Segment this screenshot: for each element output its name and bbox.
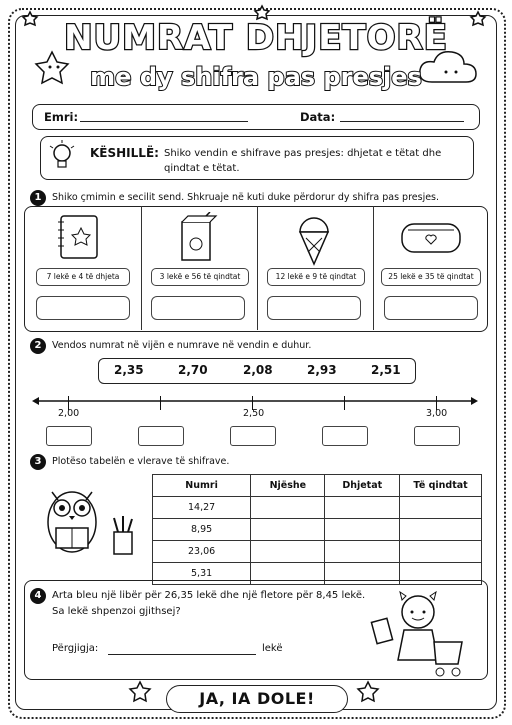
row-number: 8,95 <box>153 519 251 541</box>
header-number: Numri <box>153 475 251 497</box>
name-date-box <box>32 104 480 130</box>
answer-field[interactable] <box>108 654 256 655</box>
header-hundredths: Të qindtat <box>400 475 482 497</box>
tick-label-mid: 2,50 <box>243 408 265 419</box>
bank-number-4: 2,93 <box>307 363 337 377</box>
pencil-case-icon <box>398 220 464 256</box>
date-field[interactable] <box>340 121 464 122</box>
owl-icon <box>40 480 106 560</box>
task3-number: 3 <box>30 454 46 470</box>
table-row <box>153 497 482 519</box>
line-answer-3[interactable] <box>230 426 276 446</box>
tick-mark <box>344 396 345 410</box>
name-label: Emri: <box>44 110 79 124</box>
table-row <box>153 541 482 563</box>
line-answer-2[interactable] <box>138 426 184 446</box>
girl-shopping-icon <box>368 586 474 682</box>
task3-text: Plotëso tabelën e vlerave të shifrave. <box>52 456 230 467</box>
bank-number-2: 2,70 <box>178 363 208 377</box>
answer-box-3[interactable] <box>267 296 361 320</box>
price-label-1: 7 lekë e 4 të dhjeta <box>36 268 130 286</box>
bank-number-1: 2,35 <box>114 363 144 377</box>
task4-text-line1: Arta bleu një libër për 26,35 lekë dhe një fletore për 8,45 lekë. <box>52 590 366 601</box>
answer-label: Përgjigja: <box>52 643 99 654</box>
task4-number: 4 <box>30 588 46 604</box>
notebook-icon <box>55 214 105 262</box>
place-value-table <box>152 474 482 585</box>
task1-text: Shiko çmimin e secilit send. Shkruaje në kuti duke përdorur dy shifra pas presjes. <box>52 192 440 203</box>
answer-unit: lekë <box>262 643 283 654</box>
bank-number-3: 2,08 <box>243 363 273 377</box>
line-answer-1[interactable] <box>46 426 92 446</box>
name-field[interactable] <box>80 121 248 122</box>
date-label: Data: <box>300 110 336 124</box>
task1-number: 1 <box>30 190 46 206</box>
juice-box-icon <box>176 212 220 264</box>
row-number: 14,27 <box>153 497 251 519</box>
page-subtitle: me dy shifra pas presjes <box>90 63 422 91</box>
task2-text: Vendos numrat në vijën e numrave në vendin e duhur. <box>52 340 312 351</box>
header-ones: Njëshe <box>251 475 325 497</box>
row-number: 23,06 <box>153 541 251 563</box>
line-answer-5[interactable] <box>414 426 460 446</box>
answer-box-4[interactable] <box>384 296 478 320</box>
price-label-2: 3 lekë e 56 të qindtat <box>151 268 249 286</box>
lightbulb-icon <box>48 140 76 174</box>
answer-box-1[interactable] <box>36 296 130 320</box>
star-icon <box>130 682 150 701</box>
task4-text-line2: Sa lekë shpenzoi gjithsej? <box>52 606 181 617</box>
footer-banner: JA, IA DOLE! <box>166 685 348 713</box>
tick-mark <box>160 396 161 410</box>
tick-label-end: 3,00 <box>426 408 448 419</box>
header-tenths: Dhjetat <box>325 475 400 497</box>
table-row <box>153 519 482 541</box>
row-number: 5,31 <box>153 563 251 585</box>
bank-number-5: 2,51 <box>371 363 401 377</box>
tip-text: Shiko vendin e shifrave pas presjes: dhjetat e tëtat dhe qindtat e tëtat. <box>164 148 442 174</box>
task2-number: 2 <box>30 338 46 354</box>
pencil-cup-icon <box>108 516 138 556</box>
answer-box-2[interactable] <box>151 296 245 320</box>
price-label-4: 25 lekë e 35 të qindtat <box>381 268 481 286</box>
price-label-3: 12 lekë e 9 të qindtat <box>267 268 365 286</box>
line-answer-4[interactable] <box>322 426 368 446</box>
page-title: NUMRAT DHJETORË <box>64 18 448 58</box>
ice-cream-icon <box>292 212 336 266</box>
star-icon <box>358 682 378 701</box>
tick-label-start: 2,00 <box>58 408 80 419</box>
tip-label: KËSHILLË: <box>90 146 159 160</box>
